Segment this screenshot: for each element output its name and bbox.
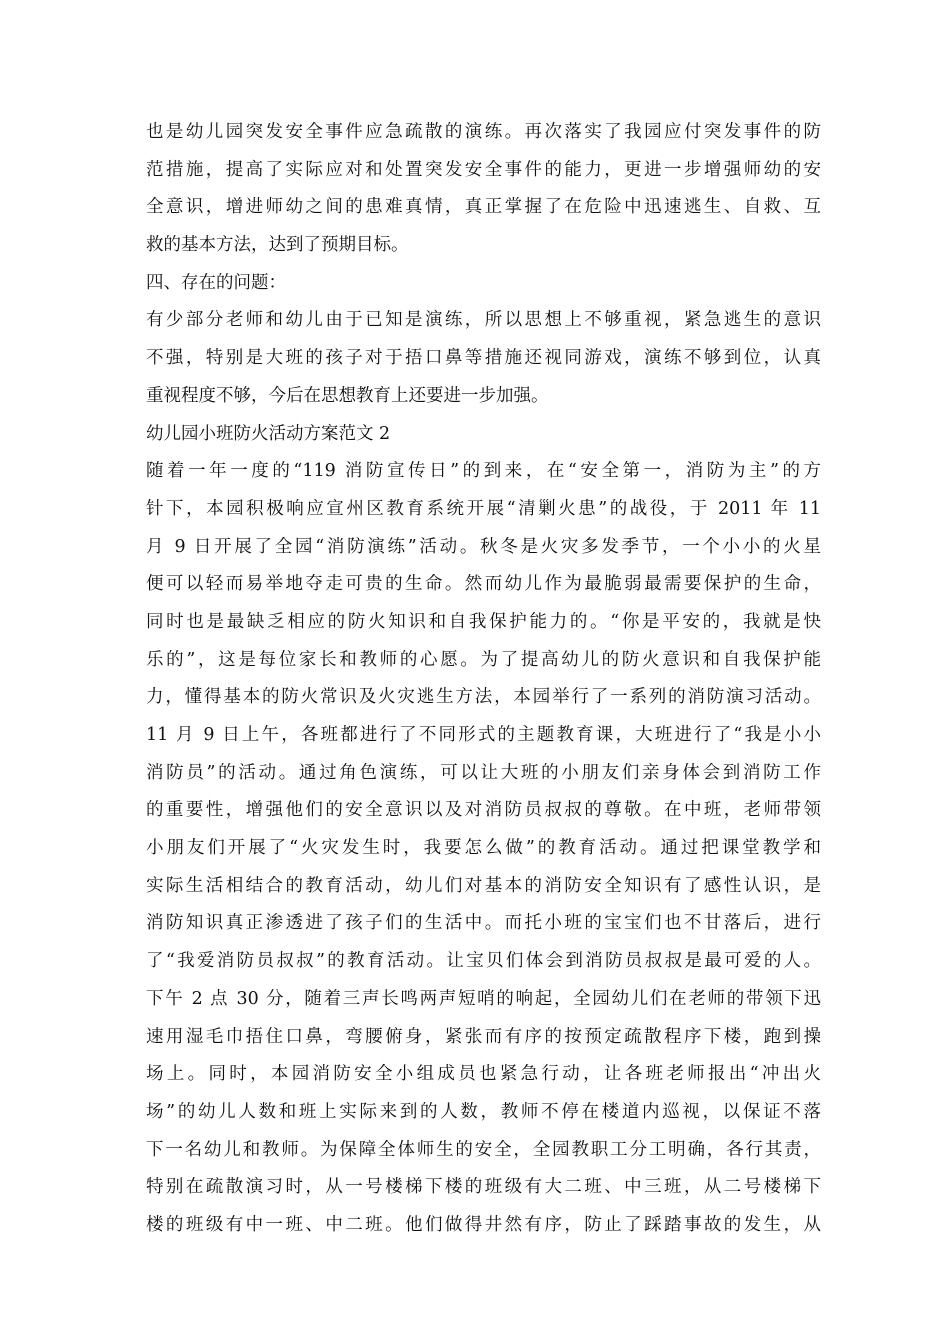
text-line: 同时也是最缺乏相应的防火知识和自我保护能力的。“你是平安的，我就是快 <box>146 611 821 632</box>
text-line: 下一名幼儿和教师。为保障全体师生的安全，全园教职工分工明确，各行其责， <box>146 1139 821 1160</box>
text-line: 救的基本方法，达到了预期目标。 <box>146 235 409 256</box>
text-line: 四、存在的问题： <box>146 272 286 293</box>
text-line: 的重要性，增强他们的安全意识以及对消防员叔叔的尊敬。在中班，老师带领 <box>146 800 821 821</box>
text-line: 特别在疏散演习时，从一号楼梯下楼的班级有大二班、中三班，从二号楼梯下 <box>146 1177 821 1198</box>
text-line: 实际生活相结合的教育活动，幼儿们对基本的消防安全知识有了感性认识，是 <box>146 875 821 896</box>
text-line: 全意识，增进师幼之间的患难真情，真正掌握了在危险中迅速逃生、自救、互 <box>146 197 821 218</box>
text-line: 便可以轻而易举地夺走可贵的生命。然而幼儿作为最脆弱最需要保护的生命， <box>146 574 821 595</box>
text-line: 有少部分老师和幼儿由于已知是演练，所以思想上不够重视，紧急逃生的意识 <box>146 310 821 331</box>
document-body <box>146 114 821 1245</box>
text-line: 11 月 9 日上午，各班都进行了不同形式的主题教育课，大班进行了“我是小小 <box>146 725 821 745</box>
text-line: 针下，本园积极响应宣州区教育系统开展“清剿火患”的战役，于 2011 年 11 <box>146 498 821 519</box>
text-line: 场上。同时，本园消防安全小组成员也紧急行动，让各班老师报出“冲出火 <box>146 1064 821 1085</box>
text-line: 月 9 日开展了全园“消防演练”活动。秋冬是火灾多发季节，一个小小的火星 <box>146 536 821 557</box>
text-line: 了“我爱消防员叔叔”的教育活动。让宝贝们体会到消防员叔叔是最可爱的人。 <box>146 951 821 972</box>
text-line: 幼儿园小班防火活动方案范文 2 <box>146 423 391 444</box>
text-line: 不强，特别是大班的孩子对于捂口鼻等措施还视同游戏，演练不够到位，认真 <box>146 348 821 369</box>
text-line: 乐的”，这是每位家长和教师的心愿。为了提高幼儿的防火意识和自我保护能 <box>146 649 821 670</box>
text-line: 场”的幼儿人数和班上实际来到的人数，教师不停在楼道内巡视，以保证不落 <box>146 1101 821 1122</box>
text-line: 消防知识真正渗透进了孩子们的生活中。而托小班的宝宝们也不甘落后，进行 <box>146 913 821 934</box>
text-line: 重视程度不够，今后在思想教育上还要进一步加强。 <box>146 385 549 406</box>
text-line: 范措施，提高了实际应对和处置突发安全事件的能力，更进一步增强师幼的安 <box>146 159 821 180</box>
text-line: 消防员”的活动。通过角色演练，可以让大班的小朋友们亲身体会到消防工作 <box>146 762 821 783</box>
text-line: 楼的班级有中一班、中二班。他们做得井然有序，防止了踩踏事故的发生，从 <box>146 1214 821 1235</box>
text-line: 也是幼儿园突发安全事件应急疏散的演练。再次落实了我园应付突发事件的防 <box>146 122 821 142</box>
text-line: 小朋友们开展了“火灾发生时，我要怎么做”的教育活动。通过把课堂教学和 <box>146 838 821 859</box>
text-line: 下午 2 点 30 分，随着三声长鸣两声短哨的响起，全园幼儿们在老师的带领下迅 <box>146 988 821 1009</box>
text-line: 速用湿毛巾捂住口鼻，弯腰俯身，紧张而有序的按预定疏散程序下楼，跑到操 <box>146 1026 821 1047</box>
text-line: 随着一年一度的“119 消防宣传日”的到来，在“安全第一，消防为主”的方 <box>146 461 821 482</box>
text-line: 力，懂得基本的防火常识及火灾逃生方法，本园举行了一系列的消防演习活动。 <box>146 687 821 708</box>
